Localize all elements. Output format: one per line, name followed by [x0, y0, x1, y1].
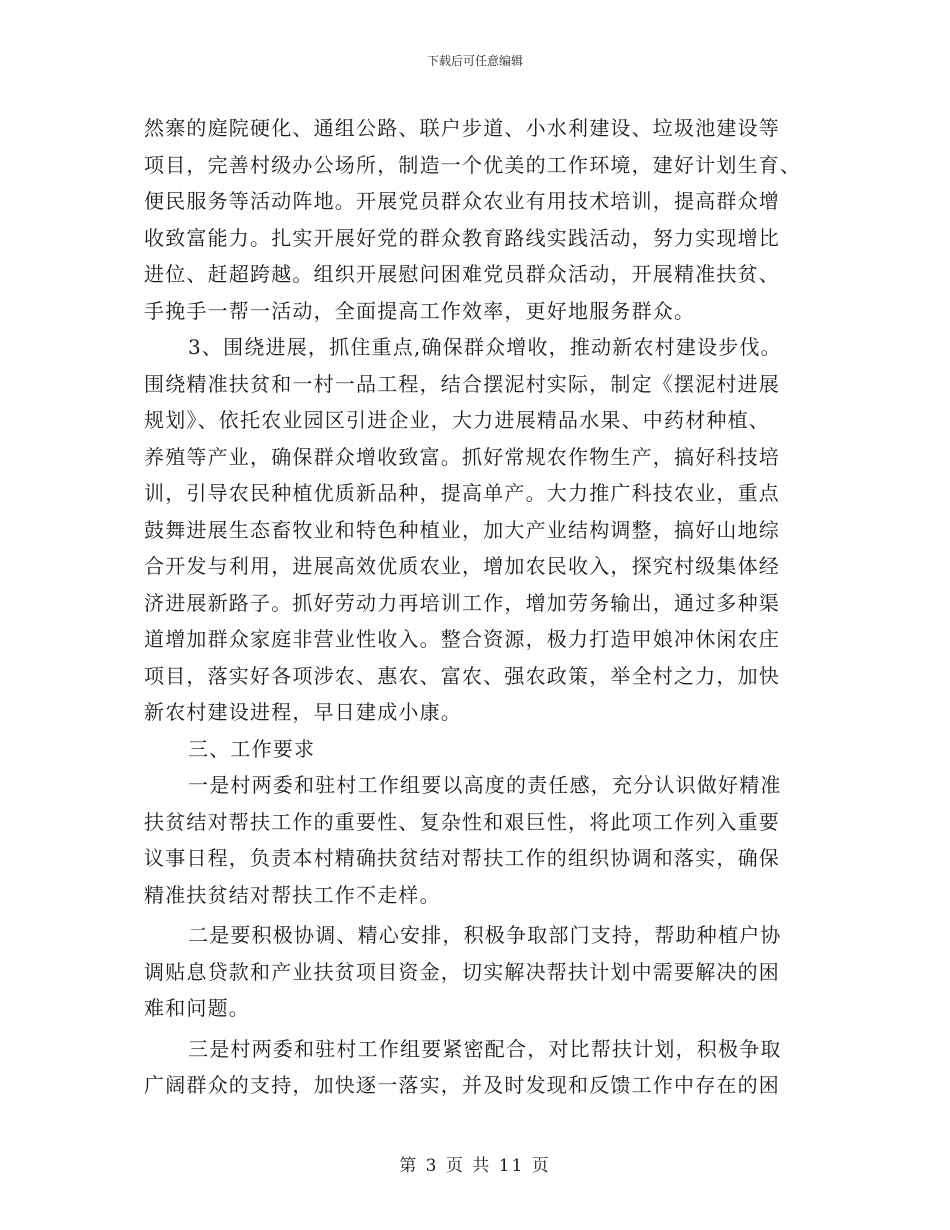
text-line: 然寨的庭院硬化、通组公路、联户步道、小水利建设、垃圾池建设等: [144, 116, 780, 140]
paragraph-start-line: 3、围绕进展，抓住重点,确保群众增收，推动新农村建设步伐。: [188, 335, 782, 359]
text-line: 议事日程，负责本村精确扶贫结对帮扶工作的组织协调和落实，确保: [144, 846, 780, 870]
text-line: 进位、赶超跨越。组织开展慰问困难党员群众活动，开展精准扶贫、: [144, 262, 780, 286]
text-line: 广阔群众的支持，加快逐一落实，并及时发现和反馈工作中存在的困: [144, 1073, 780, 1097]
text-line: 调贴息贷款和产业扶贫项目资金，切实解决帮扶计划中需要解决的困: [144, 959, 780, 984]
document-body: [144, 110, 812, 1104]
page-number-footer: 第 3 页 共 11 页: [399, 1156, 551, 1176]
text-line: 项目，完善村级办公场所，制造一个优美的工作环境，建好计划生育、: [144, 152, 802, 177]
text-line: 规划》、依托农业园区引进企业，大力进展精品水果、中药材种植、: [144, 408, 770, 432]
page-header: 下载后可任意编辑: [426, 54, 523, 68]
text-line: 合开发与利用，进展高效优质农业，增加农民收入，探究村级集体经: [144, 554, 780, 578]
text-line: 项目，落实好各项涉农、惠农、富农、强农政策，举全村之力，加快: [144, 663, 780, 688]
text-line: 扶贫结对帮扶工作的重要性、复杂性和艰巨性，将此项工作列入重要: [144, 809, 780, 834]
section-heading: 三、工作要求: [188, 736, 316, 761]
text-line: 便民服务等活动阵地。开展党员群众农业有用技术培训，提高群众增: [144, 189, 780, 213]
text-line: 道增加群众家庭非营业性收入。整合资源，极力打造甲娘冲休闲农庄: [144, 627, 780, 651]
text-line: 济进展新路子。抓好劳动力再培训工作，增加劳务输出，通过多种渠: [144, 590, 780, 615]
text-line: 精准扶贫结对帮扶工作不走样。: [144, 882, 441, 907]
paragraph-start-line: 二是要积极协调、精心安排，积极争取部门支持，帮助种植户协: [188, 923, 782, 947]
text-line: 围绕精准扶贫和一村一品工程，结合摆泥村实际，制定《摆泥村进展: [144, 371, 780, 396]
text-line: 手挽手一帮一活动，全面提高工作效率，更好地服务群众。: [144, 298, 696, 323]
text-line: 收致富能力。扎实开展好党的群众教育路线实践活动，努力实现增比: [144, 225, 780, 250]
text-line: 新农村建设进程，早日建成小康。: [144, 700, 462, 724]
text-line: 训，引导农民种植优质新品种，提高单产。大力推广科技农业，重点: [144, 481, 780, 505]
text-line: 鼓舞进展生态畜牧业和特色种植业，加大产业结构调整，搞好山地综: [144, 517, 780, 542]
paragraph-start-line: 一是村两委和驻村工作组要以高度的责任感，充分认识做好精准: [188, 773, 782, 797]
text-line: 养殖等产业，确保群众增收致富。抓好常规农作物生产，搞好科技培: [144, 444, 780, 469]
paragraph-start-line: 三是村两委和驻村工作组要紧密配合，对比帮扶计划，积极争取: [188, 1036, 782, 1061]
text-line: 难和问题。: [144, 996, 250, 1020]
